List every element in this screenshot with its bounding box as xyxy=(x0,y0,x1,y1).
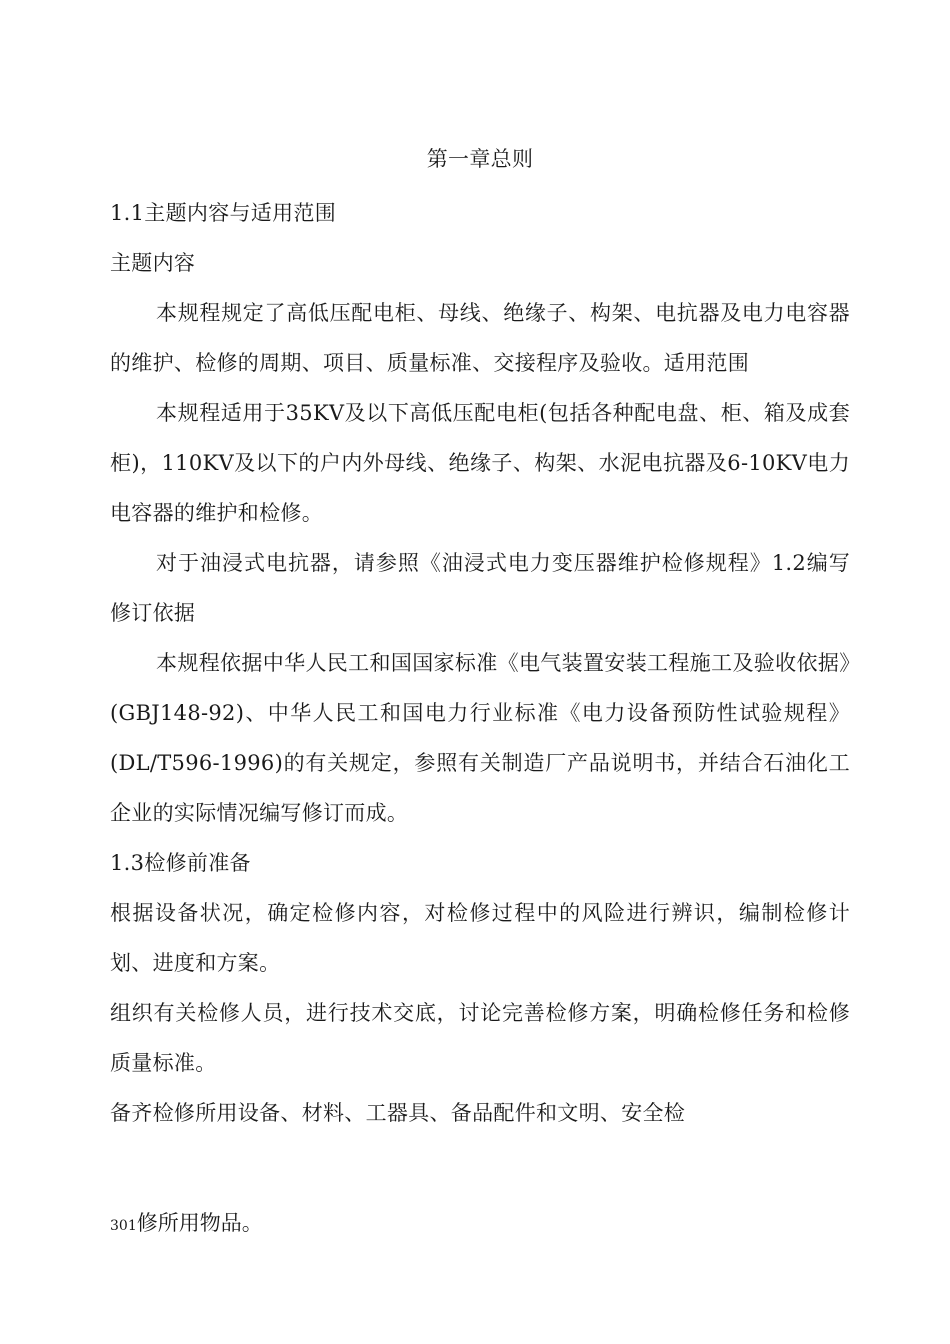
section-heading-1-1: 1.1主题内容与适用范围 xyxy=(110,201,336,225)
page-number: 301 xyxy=(110,1218,137,1234)
paragraph-oil-reactor: 对于油浸式电抗器，请参照《油浸式电力变压器维护检修规程》1.2编写修订依据 xyxy=(110,551,850,625)
document-body xyxy=(110,138,850,1138)
subsection-heading: 主题内容 xyxy=(110,251,196,275)
paragraph-prep-team: 组织有关检修人员，进行技术交底，讨论完善检修方案，明确检修任务和检修质量标准。 xyxy=(110,1001,850,1075)
paragraph-prep-materials: 备齐检修所用设备、材料、工器具、备品配件和文明、安全检 xyxy=(110,1101,686,1125)
chapter-title: 第一章总则 xyxy=(426,147,534,171)
footer-continuation-text: 修所用物品。 xyxy=(136,1211,263,1235)
paragraph-applicability: 本规程适用于35KV及以下高低压配电柜(包括各种配电盘、柜、箱及成套柜)，110KV及以下的户内外母线、绝缘子、构架、水泥电抗器及6-10KV电力电容器的维护和检修。 xyxy=(110,401,850,525)
page-footer xyxy=(110,1202,263,1247)
section-heading-1-3: 1.3检修前准备 xyxy=(110,851,251,875)
paragraph-scope: 本规程规定了高低压配电柜、母线、绝缘子、构架、电抗器及电力电容器的维护、检修的周期、项目、质量标准、交接程序及验收。适用范围 xyxy=(110,301,850,375)
paragraph-prep-plan: 根据设备状况，确定检修内容，对检修过程中的风险进行辨识，编制检修计划、进度和方案。 xyxy=(110,901,850,975)
paragraph-basis: 本规程依据中华人民工和国国家标准《电气装置安装工程施工及验收依据》(GBJ148-92)、中华人民工和国电力行业标准《电力设备预防性试验规程》(DL/T596-1996)的有关规定，参照有关制造厂产品说明书，并结合石油化工企业的实际情况编写修订而成。 xyxy=(110,651,850,825)
